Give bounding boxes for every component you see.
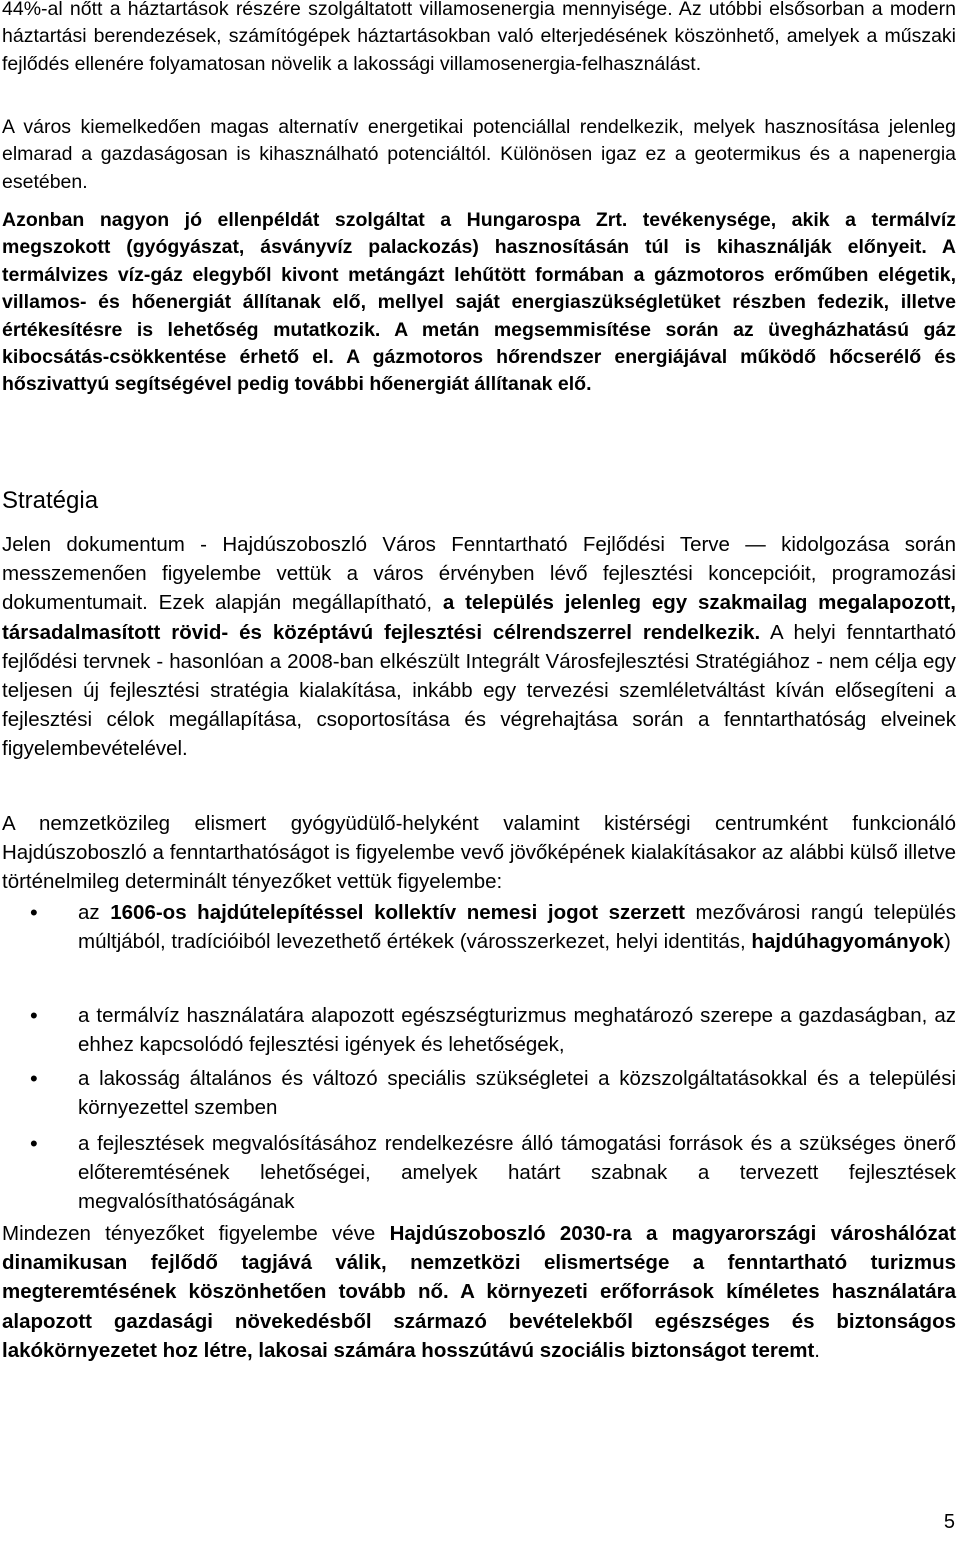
page-number: 5 xyxy=(943,1511,955,1533)
strategy-intro-continuation: A helyi fenntartható fejlődési tervnek - hasonlóan a 2008-ban elkészült Integrált Városfejlesztési Stratégiához - nem célja egy teljesen új fejlesztési stratégia kialakítása, inkább egy tervezési szemléletváltást kíván elősegíteni a fejlesztési célok megállapítása, csoportosítása és végrehajtása során a fenntarthatóság elveinek figyelembevételével. xyxy=(2,620,956,761)
bullet-history-lead: az xyxy=(78,901,111,924)
paragraph-household-electricity: 44%-al nőtt a háztartások részére szolgáltatott villamosenergia mennyisége. Az utóbbi elsősorban a modern háztartási berendezések, számítógépek háztartásokban való elterjedésének köszönhető, amelyek a műszaki fejlődés ellenére folyamatosan növelik a lakossági villamosenergia-felhasználást. xyxy=(2,0,956,75)
paragraph-alternative-energy: A város kiemelkedően magas alternatív energetikai potenciállal rendelkezik, melyek hasznosítása jelenleg elmarad a gazdaságosan is kihasználható potenciáltól. Különösen igaz ez a geotermikus és a napenergia esetében. xyxy=(2,116,956,193)
bullet-text-funding: a fejlesztések megvalósításához rendelkezésre álló támogatási források és a szükséges önerő előteremtésének lehetőségei, amelyek határt szabnak a tervezett fejlesztések megvalósíthatóságának xyxy=(78,1132,956,1214)
vision-statement: Hajdúszoboszló 2030-ra a magyarországi városhálózat dinamikusan fejlődő tagjává válik, nemzetközi elismertsége a fenntartható turizmus megteremtésének köszönhetően tovább nő. A környezeti erőforrások kíméletes használatára alapozott gazdasági növekedésből származó bevételekből egészséges és biztonságos lakókörnyezetet hoz létre, lakosai számára hosszútávú szociális biztonságot teremt xyxy=(2,1222,956,1362)
bullet-history-close: ) xyxy=(943,930,951,954)
bullet-text-population-needs: a lakosság általános és változó speciális szükségletei a közszolgáltatásokkal és a települési környezettel szemben xyxy=(78,1067,956,1120)
strategy-intro-text: Jelen dokumentum - Hajdúszoboszló Város Fenntartható Fejlődési Terve — kidolgozása során messzemenően figyelembe vettük a város érvényben lévő fejlesztési koncepcióit, programozási dokumentumait. Ezek alapján megállapítható, xyxy=(2,533,956,615)
paragraph-strategy-intro xyxy=(2,530,956,764)
vision-lead: Mindezen tényezőket figyelembe véve xyxy=(2,1222,390,1245)
paragraph-vision-2030 xyxy=(2,1219,956,1365)
vision-period: . xyxy=(814,1338,820,1362)
paragraph-external-factors: A nemzetközileg elismert gyógyüdülő-helyként valamint kistérségi centrumként funkcionáló Hajdúszoboszló a fenntarthatóságot is figyelembe vevő jövőképének kialakításakor az alábbi külső illetve történelmileg determinált tényezőket vettük figyelembe: xyxy=(2,812,956,894)
bullet-text-history xyxy=(78,898,956,956)
bullet-text-thermal-water: a termálvíz használatára alapozott egészségturizmus meghatározó szerepe a gazdaságban, az ehhez kapcsolódó fejlesztési igények és lehetőségek, xyxy=(78,1004,956,1057)
bullet-history-emphasis: 1606-os hajdútelepítéssel kollektív nemesi jogot szerzett xyxy=(110,901,685,924)
strategy-intro-emphasis: a település jelenleg egy szakmailag megalapozott, társadalmasított rövid- és középtávú fejlesztési célrendszerrel rendelkezik. xyxy=(2,591,956,644)
bullet-symbol: • xyxy=(30,1131,38,1156)
paragraph-hungarospa-example: Azonban nagyon jó ellenpéldát szolgáltat a Hungarospa Zrt. tevékenysége, akik a termálvíz megszokott (gyógyászat, ásványvíz palackozás) hasznosításán túl is kihasználják előnyeit. A termálvizes víz-gáz elegyből kivont metángázt lehűtött formában a gázmotoros erőműben elégetik, villamos- és hőenergiát állítanak elő, mellyel saját energiaszükségletüket részben fedezik, illetve értékesítésre is lehetőség mutatkozik. A metán megsemmisítése során az üvegházhatású gáz kibocsátás-csökkentése érhető el. A gázmotoros hőrendszer energiájával működő hőcserélő és hőszivattyú segítségével pedig további hőenergiát állítanak elő. xyxy=(2,209,956,396)
bullet-symbol: • xyxy=(30,1003,38,1028)
bullet-symbol: • xyxy=(30,1066,38,1091)
bullet-symbol: • xyxy=(30,900,38,925)
bullet-history-traditions: hajdúhagyományok xyxy=(751,930,944,954)
section-heading-strategy: Stratégia xyxy=(2,487,99,514)
bullet-history-body: mezővárosi rangú település múltjából, tradícióiból levezethető értékek (városszerkezet, helyi identitás, xyxy=(78,901,956,954)
